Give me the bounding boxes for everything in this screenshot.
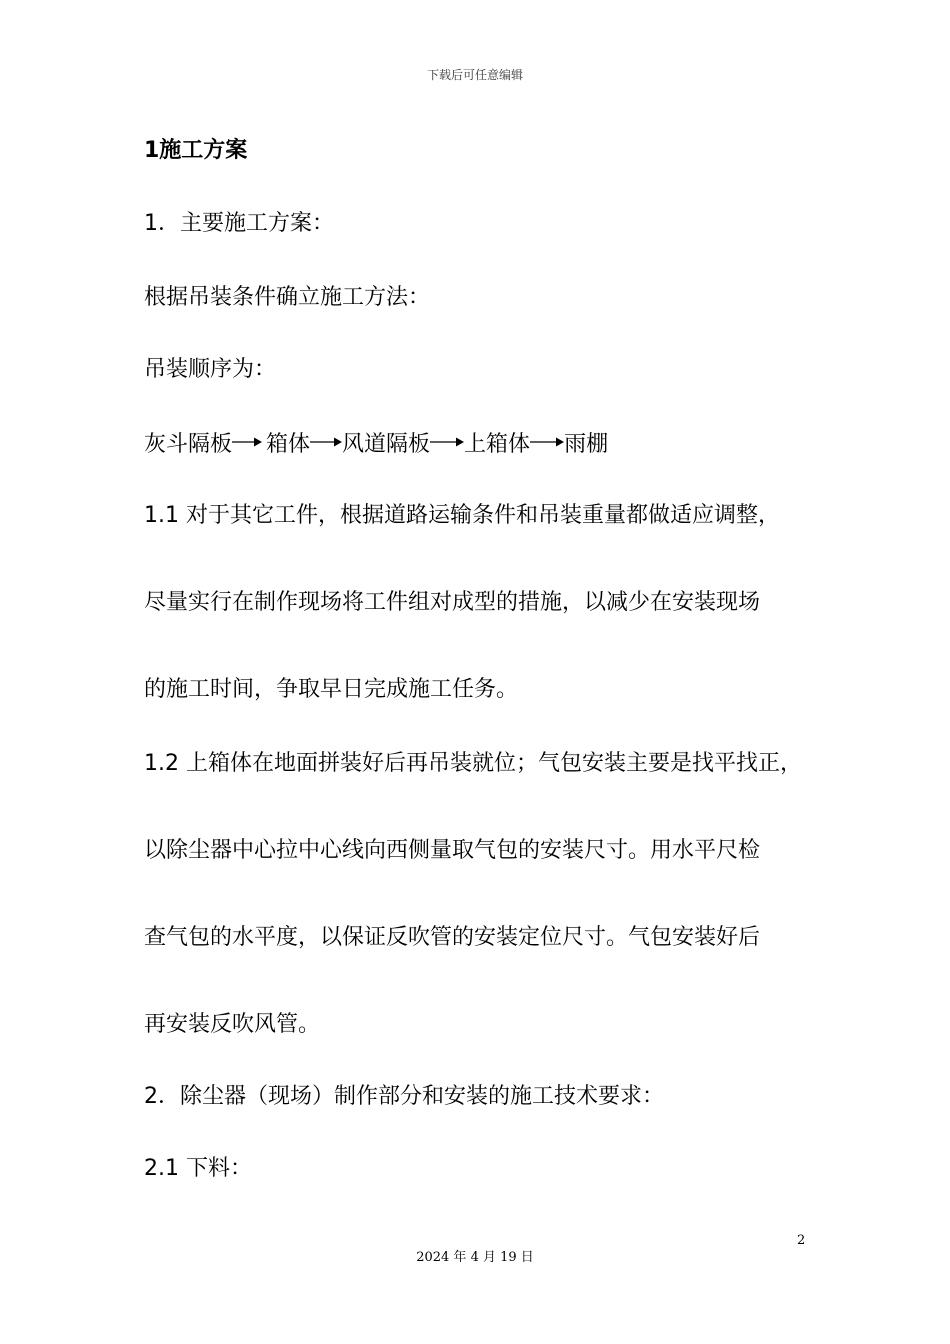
method-line: 根据吊装条件确立施工方法： (144, 285, 431, 310)
paragraph-1-1-line-3: 的施工时间，争取早日完成施工任务。 (144, 677, 519, 702)
paragraph-1-1-line-2: 尽量实行在制作现场将工件组对成型的措施，以减少在安装现场 (144, 590, 761, 615)
flow-step-3: 风道隔板 (342, 431, 431, 457)
sequence-label: 吊装顺序为： (144, 357, 277, 382)
footer-date: 2024 年 4 月 19 日 (416, 1250, 534, 1265)
paragraph-1-2-line-3: 查气包的水平度，以保证反吹管的安装定位尺寸。气包安装好后 (144, 925, 761, 950)
paragraph-1-1-line-1: 1.1 对于其它工件，根据道路运输条件和吊装重量都做适应调整， (144, 503, 780, 528)
paragraph-1-2-line-1: 1.2 上箱体在地面拼装好后再吊装就位；气包安装主要是找平找正， (144, 751, 802, 776)
heading-technical-requirements: 2．除尘器（现场）制作部分和安装的施工技术要求： (144, 1084, 664, 1109)
arrow-right-icon (310, 436, 342, 448)
arrow-right-icon (530, 436, 564, 448)
section-title: 1施工方案 (144, 138, 248, 163)
flow-step-1: 灰斗隔板 (144, 431, 233, 457)
paragraph-1-2-line-2: 以除尘器中心拉中心线向西侧量取气包的安装尺寸。用水平尺检 (144, 838, 761, 863)
arrow-right-icon (232, 436, 262, 448)
heading-main-plan: 1．主要施工方案： (144, 211, 334, 236)
arrow-right-icon (430, 436, 464, 448)
heading-cutting: 2.1 下料： (144, 1156, 252, 1181)
flow-step-4: 上箱体 (464, 431, 531, 457)
lifting-sequence-flow (144, 427, 608, 457)
page-number: 2 (797, 1233, 806, 1248)
flow-step-2: 箱体 (266, 431, 311, 457)
flow-step-5: 雨棚 (564, 431, 609, 457)
header-note: 下载后可任意编辑 (426, 68, 523, 82)
paragraph-1-2-line-4: 再安装反吹风管。 (144, 1012, 321, 1037)
